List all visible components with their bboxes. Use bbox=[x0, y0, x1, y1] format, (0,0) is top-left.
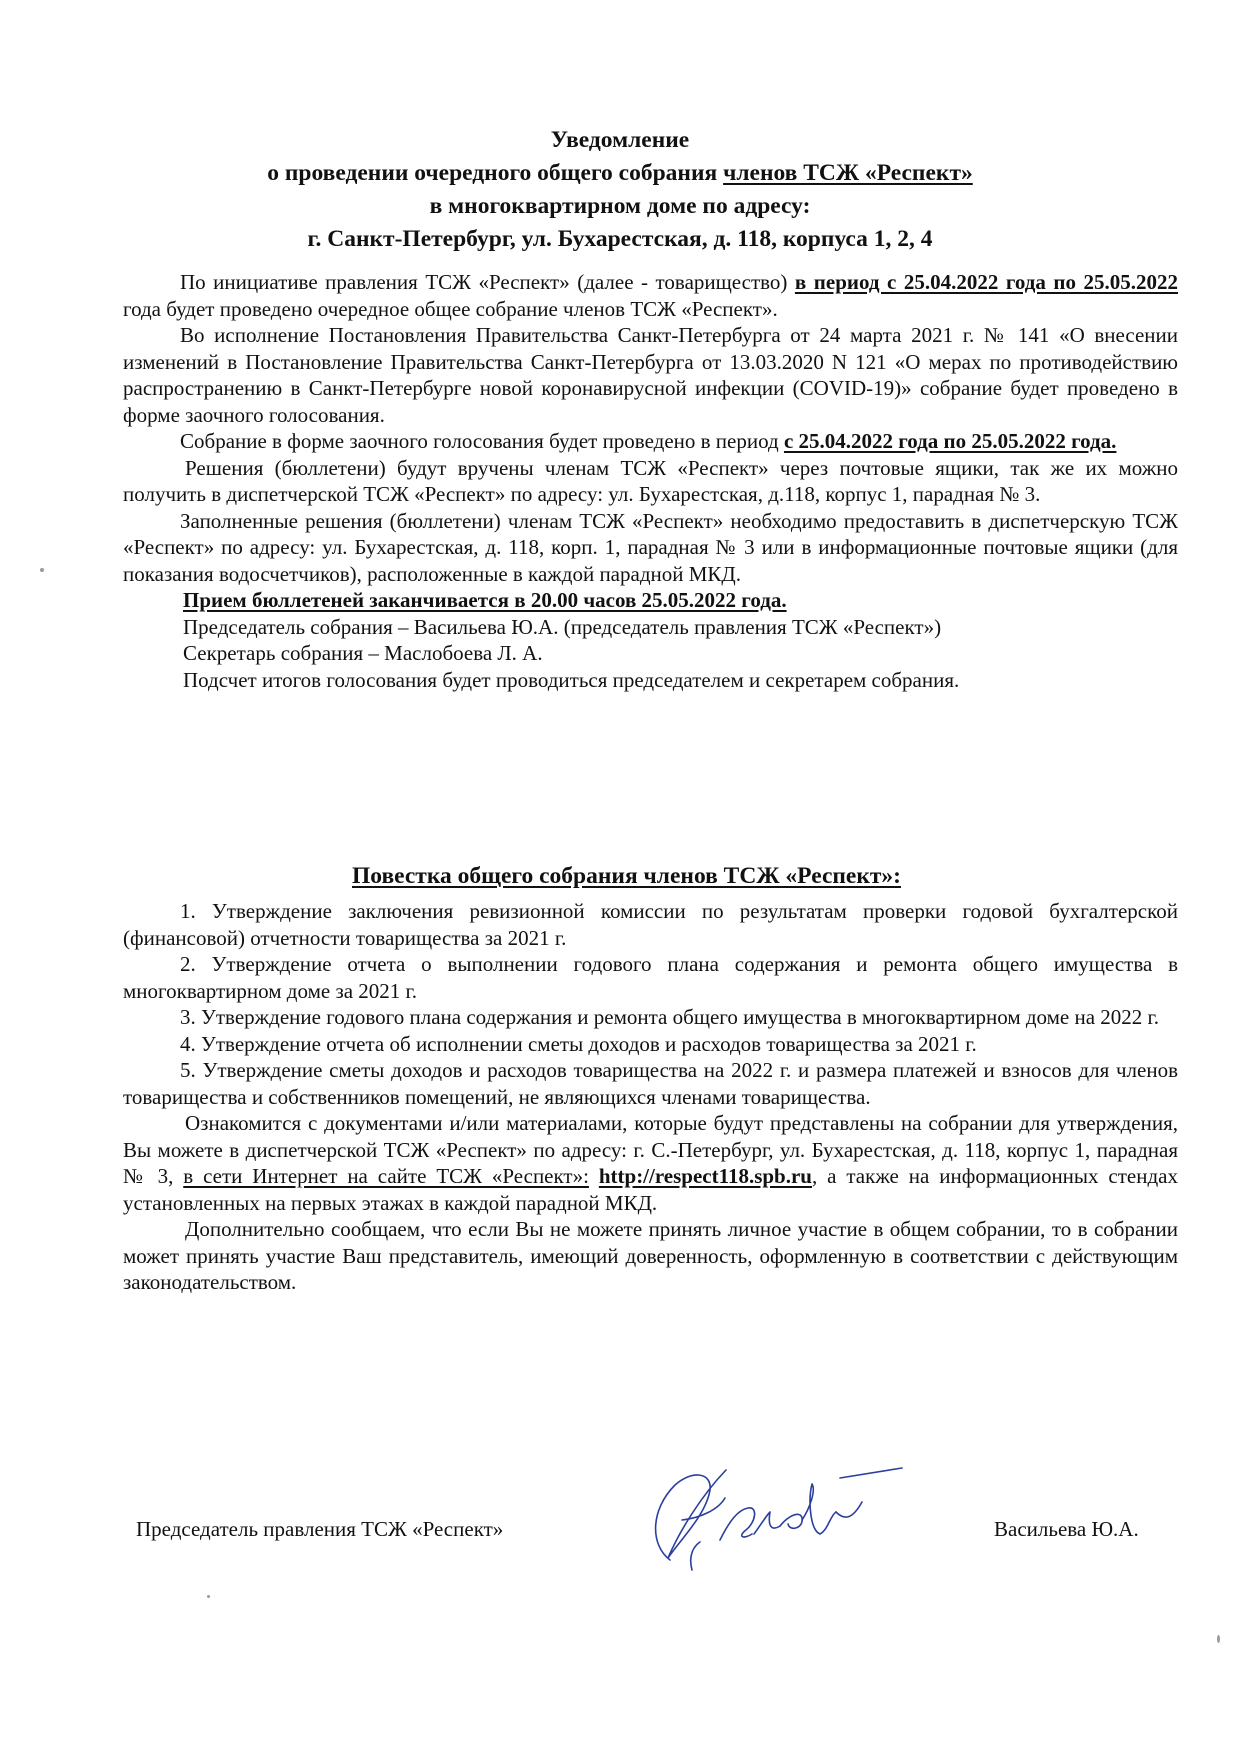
subtitle-text: о проведении очередного общего собрания bbox=[267, 160, 724, 186]
paragraph-ballots: Решения (бюллетени) будут вручены членам ТСЖ «Респект» через почтовые ящики, так же их можно получить в диспетчерской ТСЖ «Респект» по адресу: ул. Бухарестская, д.118, корпус 1, парадная № 3. bbox=[123, 455, 1178, 506]
paragraph-submission: Заполненные решения (бюллетени) членам ТСЖ «Респект» необходимо предоставить в диспетчерскую ТСЖ «Респект» по адресу: ул. Бухарестская, д. 118, корп. 1, парадная № 3 или в информационные почтовые ящики (для показания водосчетчиков), расположенные в каждой парадной МКД. bbox=[123, 508, 1178, 586]
agenda-item: 2. Утверждение отчета о выполнении годового плана содержания и ремонта общего имущества в многоквартирном доме за 2021 г. bbox=[123, 952, 1178, 1003]
website-link[interactable]: http://respect118.spb.ru bbox=[598, 1164, 812, 1188]
paragraph-documents bbox=[123, 1110, 1178, 1216]
agenda-item: 5. Утверждение сметы доходов и расходов товарищества на 2022 г. и размера платежей и взносов для членов товарищества и собственников помещений, не являющихся членами товарищества. bbox=[123, 1058, 1178, 1109]
meeting-secretary: Секретарь собрания – Маслобоева Л. А. bbox=[183, 641, 543, 665]
scan-speck bbox=[1217, 1635, 1220, 1643]
documents-text-end: , а также на информационных стендах установленных на первых этажах в каждой парадной МКД. bbox=[123, 1164, 1178, 1215]
doc-title: Уведомление bbox=[550, 127, 690, 153]
agenda-item: 1. Утверждение заключения ревизионной комиссии по результатам проверки годовой бухгалтерской (финансовой) отчетности товарищества за 2021 г. bbox=[123, 899, 1178, 950]
handwritten-signature bbox=[630, 1450, 920, 1585]
deadline-note: Прием бюллетеней заканчивается в 20.00 часов 25.05.2022 года. bbox=[183, 588, 787, 612]
notice-body bbox=[123, 269, 1178, 693]
signatory-name: Васильева Ю.А. bbox=[994, 1517, 1139, 1541]
documents-text: Ознакомится с документами и/или материалами, которые будут представлены на собрании для утверждения, Вы можете в диспетчерской ТСЖ «Респект» по адресу: г. С.-Петербург, ул. Бухарестская, д. 118, корпус 1, парадная № 3, bbox=[123, 1111, 1178, 1188]
scan-speck bbox=[207, 1595, 210, 1598]
period-dates: с 25.04.2022 года по 25.05.2022 года. bbox=[783, 429, 1117, 453]
paragraph-proxy: Дополнительно сообщаем, что если Вы не можете принять личное участие в общем собрании, то в собрании может принять участие Ваш представитель, имеющий доверенность, оформленную в соответствии с действующим законодательством. bbox=[123, 1217, 1178, 1294]
scan-speck bbox=[40, 568, 44, 572]
documents-space bbox=[589, 1164, 599, 1188]
signatory-role: Председатель правления ТСЖ «Респект» bbox=[136, 1517, 504, 1541]
period-text: Собрание в форме заочного голосования будет проведено в период bbox=[180, 429, 784, 453]
vote-count-note: Подсчет итогов голосования будет проводиться председателем и секретарем собрания. bbox=[183, 667, 960, 692]
doc-subtitle-2: в многоквартирном доме по адресу: bbox=[429, 193, 811, 219]
documents-internet: в сети Интернет на сайте ТСЖ «Респект»: bbox=[183, 1164, 589, 1188]
initiative-period: в период с 25.04.2022 года по 25.05.2022 bbox=[794, 270, 1178, 294]
initiative-text: По инициативе правления ТСЖ «Респект» (далее - товарищество) bbox=[180, 270, 795, 294]
meeting-chair: Председатель собрания – Васильева Ю.А. (председатель правления ТСЖ «Респект») bbox=[183, 614, 942, 639]
initiative-text-end: года будет проведено очередное общее собрание членов ТСЖ «Респект». bbox=[123, 296, 778, 321]
agenda-item: 3. Утверждение годового плана содержания и ремонта общего имущества в многоквартирном доме на 2022 г. bbox=[180, 1005, 1160, 1029]
agenda-item: 4. Утверждение отчета об исполнении сметы доходов и расходов товарищества за 2021 г. bbox=[180, 1031, 977, 1056]
agenda-body bbox=[123, 898, 1178, 1296]
agenda-title: Повестка общего собрания членов ТСЖ «Респект»: bbox=[352, 863, 902, 889]
paragraph-initiative bbox=[123, 269, 1178, 322]
paragraph-decree: Во исполнение Постановления Правительства Санкт-Петербурга от 24 марта 2021 г. № 141 «О внесении изменений в Постановление Правительства Санкт-Петербурга от 13.03.2020 N 121 «О мерах по противодействию распространению в Санкт-Петербурге новой коронавирусной инфекции (COVID-19)» собрание будет проведено в форме заочного голосования. bbox=[123, 323, 1178, 427]
doc-address: г. Санкт-Петербург, ул. Бухарестская, д. 118, корпуса 1, 2, 4 bbox=[307, 226, 933, 252]
paragraph-period bbox=[123, 428, 1178, 455]
subtitle-underlined: членов ТСЖ «Респект» bbox=[723, 160, 973, 186]
doc-subtitle bbox=[120, 158, 1120, 188]
